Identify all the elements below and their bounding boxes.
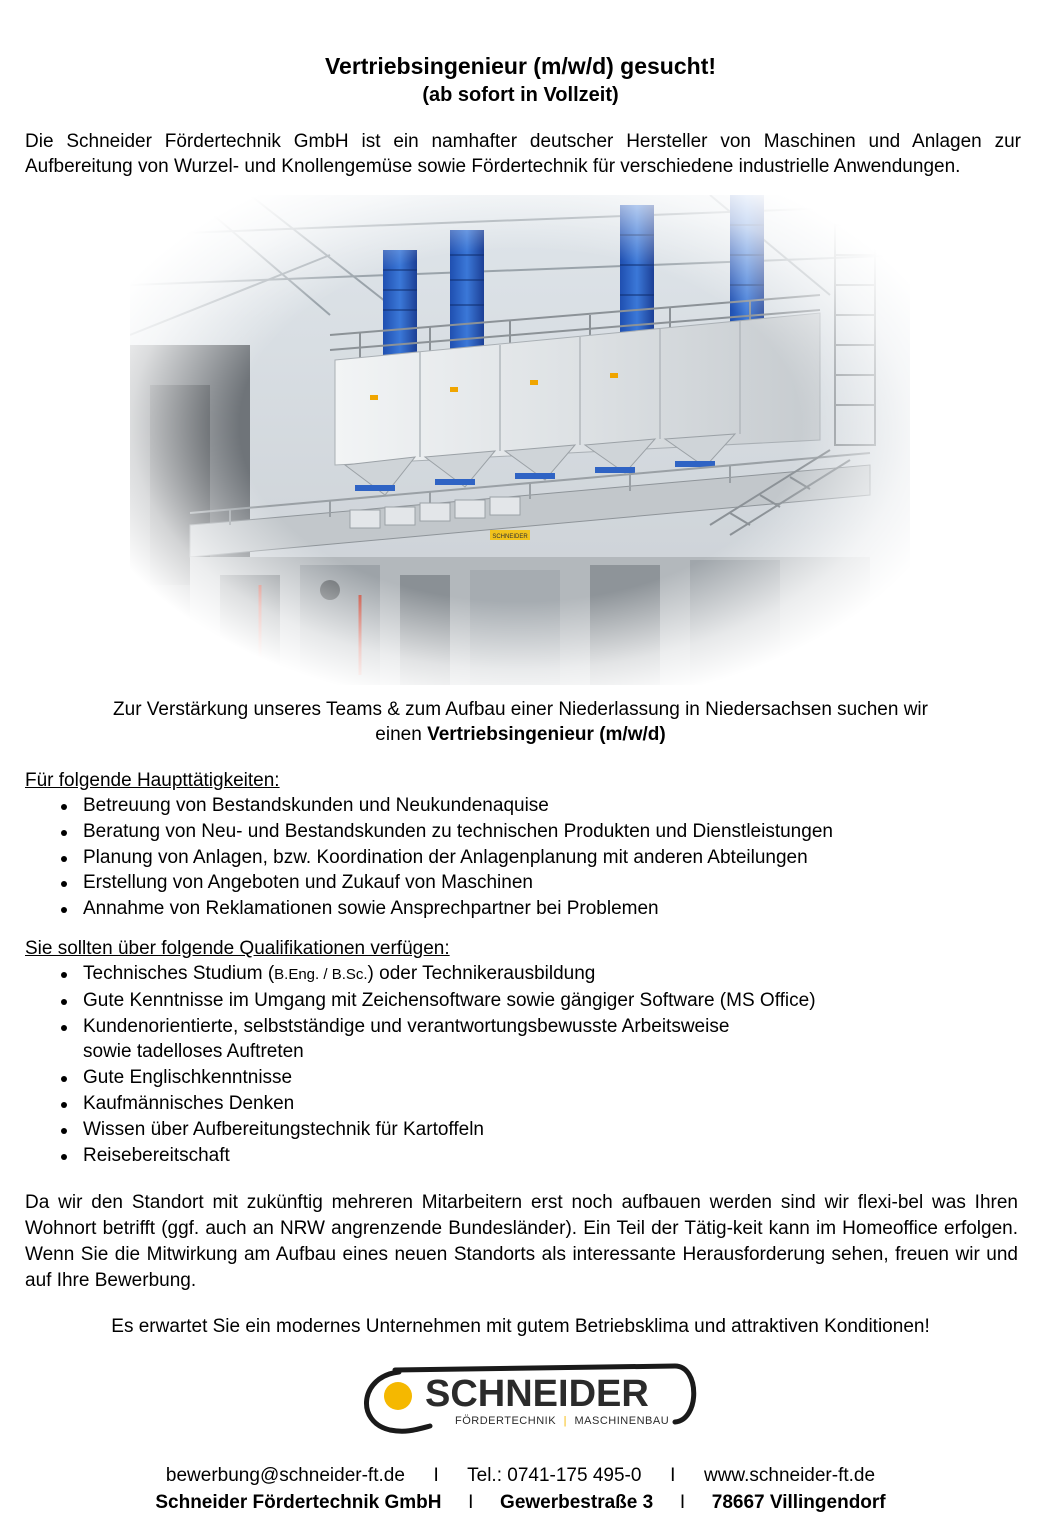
page-title: Vertriebsingenieur (m/w/d) gesucht! bbox=[324, 53, 717, 79]
list-item: Wissen über Aufbereitungstechnik für Kartoffeln bbox=[58, 1117, 816, 1143]
list-item: Betreuung von Bestandskunden und Neukundenaquise bbox=[58, 793, 833, 819]
contact-phone: Tel.: 0741-175 495-0 bbox=[467, 1465, 642, 1486]
qualifications-heading: Sie sollten über folgende Qualifikationen verfügen: bbox=[25, 938, 450, 959]
intro-paragraph: Die Schneider Fördertechnik GmbH ist ein namhafter deutscher Hersteller von Maschinen und Anlagen zur Aufbereitung von Wurzel- und Knollengemüse sowie Fördertechnik für verschiedene industrielle Anwendungen. bbox=[25, 131, 1021, 177]
separator: I bbox=[468, 1492, 474, 1513]
list-item-text: ) oder Technikerausbildung bbox=[367, 963, 596, 984]
list-item: Annahme von Reklamationen sowie Ansprechpartner bei Problemen bbox=[58, 896, 833, 922]
logo-name: SCHNEIDER bbox=[425, 1373, 649, 1415]
logo-sun-icon bbox=[384, 1382, 412, 1410]
tasks-list bbox=[58, 793, 833, 922]
separator: I bbox=[670, 1465, 676, 1486]
list-item-text: sowie tadelloses Auftreten bbox=[83, 1041, 304, 1063]
company-street: Gewerbestraße 3 bbox=[500, 1492, 654, 1513]
logo-tagline-sep: | bbox=[563, 1415, 567, 1427]
list-item: Beratung von Neu- und Bestandskunden zu technischen Produkten und Dienstleistungen bbox=[58, 819, 833, 845]
separator: I bbox=[679, 1492, 686, 1513]
schneider-logo bbox=[355, 1360, 700, 1438]
teams-line1: Zur Verstärkung unseres Teams & zum Aufbau einer Niederlassung in Niedersachsen suchen wir bbox=[113, 699, 928, 720]
list-item bbox=[58, 1014, 816, 1066]
qualifications-list bbox=[58, 961, 816, 1168]
teams-paragraph bbox=[20, 697, 1021, 747]
contact-line bbox=[0, 1463, 1041, 1489]
list-item: Gute Englischkenntnisse bbox=[58, 1065, 816, 1091]
company-name: Schneider Fördertechnik GmbH bbox=[155, 1492, 442, 1513]
plant-photo bbox=[130, 195, 910, 685]
logo-tagline-left: FÖRDERTECHNIK bbox=[455, 1415, 557, 1427]
position-title: Vertriebsingenieur (m/w/d) bbox=[427, 724, 666, 745]
tasks-heading: Für folgende Haupttätigkeiten: bbox=[25, 770, 280, 791]
page-subtitle: (ab sofort in Vollzeit) bbox=[422, 84, 619, 106]
teams-line2-prefix: einen bbox=[375, 724, 428, 745]
company-line bbox=[0, 1490, 1041, 1516]
list-item-text: Technisches Studium ( bbox=[83, 963, 275, 984]
list-item: Erstellung von Angeboten und Zukauf von Maschinen bbox=[58, 870, 833, 896]
closing-paragraph: Da wir den Standort mit zukünftig mehreren Mitarbeitern erst noch aufbauen werden sind wir flexi-bel was Ihren Wohnort betrifft (ggf. auch an NRW angrenzende Bundesländer). Ein Teil der Tätig-keit kann im Homeoffice erfolgen. Wenn Sie die Mitwirkung am Aufbau eines neuen Standorts als interessante Herausforderung sehen, freuen wir und auf Ihre Bewerbung. bbox=[25, 1192, 1018, 1291]
svg-text:FÖRDERTECHNIK | MASCHI bbox=[455, 1415, 669, 1427]
expect-statement: Es erwartet Sie ein modernes Unternehmen mit gutem Betriebsklima und attraktiven Konditionen! bbox=[111, 1316, 930, 1337]
list-item: Planung von Anlagen, bzw. Koordination der Anlagenplanung mit anderen Abteilungen bbox=[58, 845, 833, 871]
company-city: 78667 Villingendorf bbox=[711, 1492, 886, 1513]
contact-email[interactable]: bewerbung@schneider-ft.de bbox=[165, 1465, 405, 1486]
teams-line2 bbox=[20, 722, 1021, 747]
list-item: Gute Kenntnisse im Umgang mit Zeichensoftware sowie gängiger Software (MS Office) bbox=[58, 988, 816, 1014]
list-item: Kaufmännisches Denken bbox=[58, 1091, 816, 1117]
list-item-text: Kundenorientierte, selbstständige und verantwortungsbewusste Arbeitsweise bbox=[83, 1015, 730, 1037]
list-item: Reisebereitschaft bbox=[58, 1143, 816, 1169]
contact-website[interactable]: www.schneider-ft.de bbox=[703, 1465, 876, 1486]
logo-tagline-right: MASCHINENBAU bbox=[574, 1415, 670, 1427]
degree-abbrev: B.Eng. / B.Sc. bbox=[274, 966, 368, 983]
separator: I bbox=[433, 1465, 439, 1486]
list-item bbox=[58, 961, 816, 988]
